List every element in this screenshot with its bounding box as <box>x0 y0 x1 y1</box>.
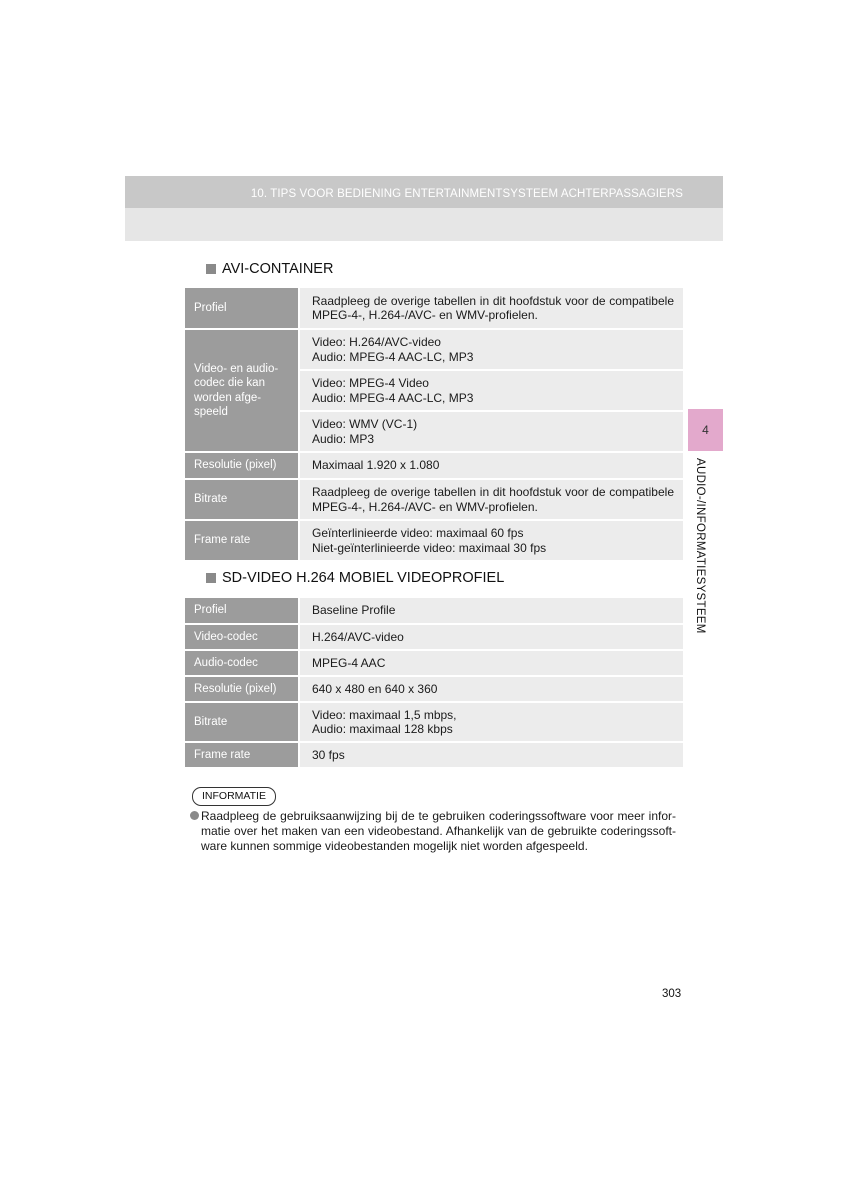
value-line: Video: MPEG-4 Video <box>312 376 429 390</box>
row-value <box>299 329 683 370</box>
value-line: H.264/AVC-video <box>312 629 404 644</box>
label-line: speeld <box>194 406 228 418</box>
value-line: Audio: maximaal 128 kbps <box>312 722 453 736</box>
table-row <box>185 520 683 561</box>
value-line: Video: H.264/AVC-video <box>312 335 441 349</box>
table-row <box>185 452 683 479</box>
value-line: Niet-geïnterlinieerde video: maximaal 30 fps <box>312 540 547 555</box>
value-line: Audio: MP3 <box>312 431 375 446</box>
square-bullet-icon <box>206 573 216 583</box>
row-label: Audio-codec <box>185 650 299 676</box>
value-line: Audio: MPEG-4 AAC-LC, MP3 <box>312 349 474 364</box>
label-line: codec die kan <box>194 377 265 389</box>
section-title-text: SD-VIDEO H.264 MOBIEL VIDEOPROFIEL <box>222 570 505 586</box>
value-line: 640 x 480 en 640 x 360 <box>312 681 438 696</box>
row-value <box>299 742 683 768</box>
label-line: Video- en audio- <box>194 362 279 375</box>
row-value <box>299 411 683 452</box>
row-value <box>299 702 683 742</box>
info-line: ware kunnen sommige videobestanden mogelijk niet worden afgespeeld. <box>201 839 588 853</box>
chapter-header-strip <box>125 176 723 208</box>
row-label: Profiel <box>185 598 299 624</box>
value-line: Geïnterlinieerde video: maximaal 60 fps <box>312 526 524 540</box>
row-label: Frame rate <box>185 520 299 561</box>
info-badge: INFORMATIE <box>192 787 276 806</box>
row-value <box>299 370 683 411</box>
value-line: Raadpleeg de overige tabellen in dit hoofdstuk voor de compatibele <box>312 293 674 308</box>
row-value <box>299 598 683 624</box>
row-label: Resolutie (pixel) <box>185 452 299 479</box>
table-row <box>185 742 683 768</box>
chapter-tab: 4 <box>688 409 723 451</box>
row-label <box>185 329 299 452</box>
label-line: worden afge- <box>194 391 262 404</box>
bullet-icon <box>190 811 199 820</box>
row-label: Bitrate <box>185 479 299 520</box>
section-title-text: AVI-CONTAINER <box>222 261 334 277</box>
value-line: 30 fps <box>312 747 345 762</box>
table-row <box>185 598 683 624</box>
value-line: MPEG-4-, H.264-/AVC- en WMV-profielen. <box>312 499 538 514</box>
page-number: 303 <box>662 988 682 1000</box>
section-title-avi <box>206 261 333 277</box>
value-line: MPEG-4-, H.264-/AVC- en WMV-profielen. <box>312 308 538 322</box>
table-row <box>185 624 683 650</box>
info-line: Raadpleeg de gebruiksaanwijzing bij de te gebruiken coderingssoftware voor meer infor- <box>201 809 676 823</box>
chapter-header <box>125 176 723 241</box>
row-label: Profiel <box>185 288 299 329</box>
row-label: Video-codec <box>185 624 299 650</box>
row-value <box>299 288 683 329</box>
table-row <box>185 650 683 676</box>
row-value <box>299 624 683 650</box>
avi-spec-table <box>185 288 683 562</box>
square-bullet-icon <box>206 264 216 274</box>
row-value <box>299 479 683 520</box>
chapter-title: 10. TIPS VOOR BEDIENING ENTERTAINMENTSYSTEEM ACHTERPASSAGIERS <box>250 188 683 200</box>
row-value <box>299 676 683 702</box>
value-line: Maximaal 1.920 x 1.080 <box>312 458 440 473</box>
value-line: Audio: MPEG-4 AAC-LC, MP3 <box>312 390 474 405</box>
row-value <box>299 650 683 676</box>
value-line: Video: maximaal 1,5 mbps, <box>312 707 457 722</box>
sd-video-spec-table <box>185 598 683 769</box>
row-label: Frame rate <box>185 742 299 768</box>
section-title-sd-video <box>206 570 504 586</box>
value-line: MPEG-4 AAC <box>312 655 386 670</box>
info-note <box>190 809 676 854</box>
table-row <box>185 702 683 742</box>
chapter-side-label: AUDIO-/INFORMATIESYSTEEM <box>694 458 706 634</box>
row-label: Resolutie (pixel) <box>185 676 299 702</box>
table-row <box>185 288 683 329</box>
table-row <box>185 329 683 370</box>
row-value <box>299 452 683 479</box>
table-row <box>185 676 683 702</box>
value-line: Baseline Profile <box>312 603 396 618</box>
info-line: matie over het maken van een videobestand. Afhankelijk van de gebruikte coderingssoft- <box>201 824 676 838</box>
row-label: Bitrate <box>185 702 299 742</box>
table-row <box>185 479 683 520</box>
value-line: Video: WMV (VC-1) <box>312 417 418 431</box>
value-line: Raadpleeg de overige tabellen in dit hoofdstuk voor de compatibele <box>312 485 674 499</box>
row-value <box>299 520 683 561</box>
